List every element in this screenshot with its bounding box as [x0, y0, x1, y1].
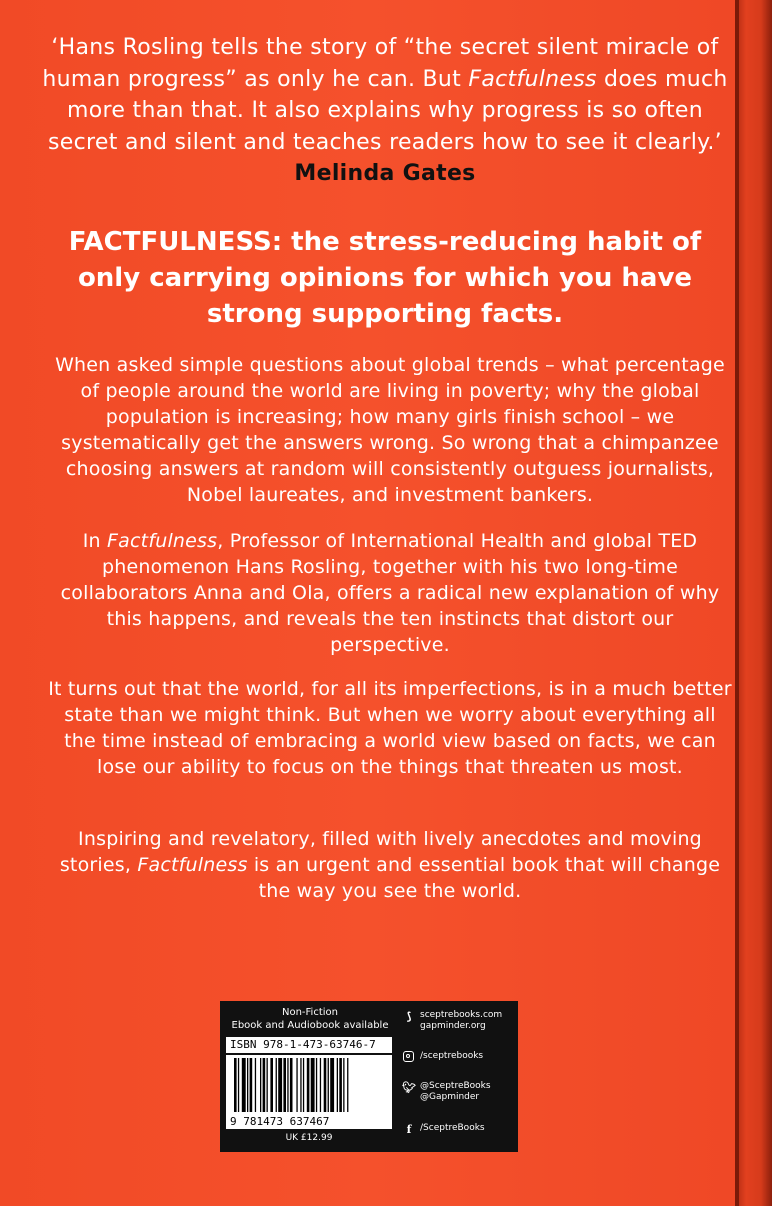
barcode-bar — [343, 1058, 344, 1112]
barcode-bar — [242, 1058, 246, 1112]
barcode-bar — [247, 1058, 248, 1112]
barcode-bar — [300, 1058, 301, 1112]
quote-author: Melinda Gates — [294, 161, 476, 186]
barcode-bar — [278, 1058, 282, 1112]
price-label: UK £12.99 — [285, 1133, 333, 1143]
barcode-bar — [270, 1058, 273, 1112]
barcode-bar — [339, 1058, 342, 1112]
p4-text-a: Inspiring and revelatory, filled with lively anecdotes and moving stories, — [59, 828, 702, 876]
barcode-bar — [276, 1058, 277, 1112]
web-link-1[interactable]: sceptrebooks.com — [420, 1010, 503, 1020]
p2-text-b: , Professor of International Health and global TED phenomenon Hans Rosling, together with his two long-time collaborators Anna and Ola, offers a radical new explanation of why this happens, and reveals the ten instincts that distort our perspective. — [60, 530, 720, 656]
twitter-handle-2[interactable]: @Gapminder — [420, 1092, 480, 1102]
book-spine — [735, 0, 772, 1206]
p2-text-a: In — [82, 530, 108, 552]
barcode-bar — [303, 1058, 304, 1112]
blurb-paragraph-3: It turns out that the world, for all its imperfections, is in a much better state than we might think. But when we worry about everything all the time instead of embracing a world view based on facts, we can lose our ability to focus on the things that threaten us most. — [48, 678, 732, 778]
barcode-bar — [255, 1058, 256, 1112]
barcode-bar — [337, 1058, 338, 1112]
barcode-bar — [238, 1058, 239, 1112]
isbn-number: ISBN 978-1-473-63746-7 — [226, 1037, 392, 1053]
barcode — [226, 1055, 392, 1129]
formats-label: Ebook and Audiobook available — [231, 1020, 389, 1031]
web-link-2[interactable]: gapminder.org — [420, 1021, 486, 1031]
endorsement-quote — [40, 32, 730, 190]
barcode-bar — [347, 1058, 348, 1112]
p4-text-b: is an urgent and essential book that will change the way you see the world. — [247, 854, 721, 902]
instagram-text[interactable]: /sceptrebooks — [420, 1051, 484, 1061]
sceptre-logo-icon: ⟆ — [406, 1010, 412, 1023]
blurb-paragraph-1: When asked simple questions about global trends – what percentage of people around the world are living in poverty; why the global population is increasing; how many girls finish school – we systematically get the answers wrong. So wrong that a chimpanzee choosing answers at random will consistently outguess journalists, Nobel laureates, and investment bankers. — [55, 354, 725, 506]
barcode-bar — [328, 1058, 329, 1112]
barcode-bar — [283, 1058, 286, 1112]
quote-text-2: does much more than that. It also explains why progress is so often secret and silent and teaches readers how to see it clearly.’ — [48, 66, 728, 155]
twitter-handle-1[interactable]: @SceptreBooks — [420, 1081, 491, 1091]
barcode-bar — [234, 1058, 237, 1112]
barcode-bar — [287, 1058, 288, 1112]
p2-book-title: Factfulness — [107, 530, 218, 552]
quote-text-1: ‘Hans Rosling tells the story of “the secret silent miracle of human progress” as only he can. But — [42, 35, 719, 92]
blurb-paragraph-4 — [48, 826, 732, 904]
barcode-bar — [260, 1058, 261, 1112]
barcode-bar — [320, 1058, 321, 1112]
barcode-bar — [296, 1058, 297, 1112]
barcode-bar — [263, 1058, 266, 1112]
category-label: Non-Fiction — [281, 1007, 338, 1018]
barcode-bar — [324, 1058, 327, 1112]
barcode-bar — [307, 1058, 310, 1112]
barcode-bar — [330, 1058, 334, 1112]
p4-book-title: Factfulness — [137, 854, 248, 876]
barcode-bar — [290, 1058, 293, 1112]
tagline: FACTFULNESS: the stress-reducing habit of only carrying opinions for which you have strong supporting facts. — [68, 227, 702, 329]
barcode-bar — [250, 1058, 253, 1112]
barcode-digits: 9 781473 637467 — [230, 1115, 330, 1128]
blurb-paragraph-2 — [48, 528, 732, 658]
category-info — [220, 1006, 400, 1032]
barcode-bar — [316, 1058, 317, 1112]
quote-book-title: Factfulness — [468, 66, 597, 92]
barcode-bar — [311, 1058, 315, 1112]
isbn-panel — [220, 1001, 518, 1152]
facebook-text[interactable]: /SceptreBooks — [420, 1123, 485, 1133]
instagram-icon — [402, 1051, 416, 1065]
facebook-icon: f — [406, 1123, 412, 1136]
barcode-bar — [267, 1058, 268, 1112]
twitter-icon: 🐦︎ — [402, 1081, 416, 1094]
barcode-graphic — [226, 1055, 392, 1129]
spine-groove — [735, 0, 739, 1206]
